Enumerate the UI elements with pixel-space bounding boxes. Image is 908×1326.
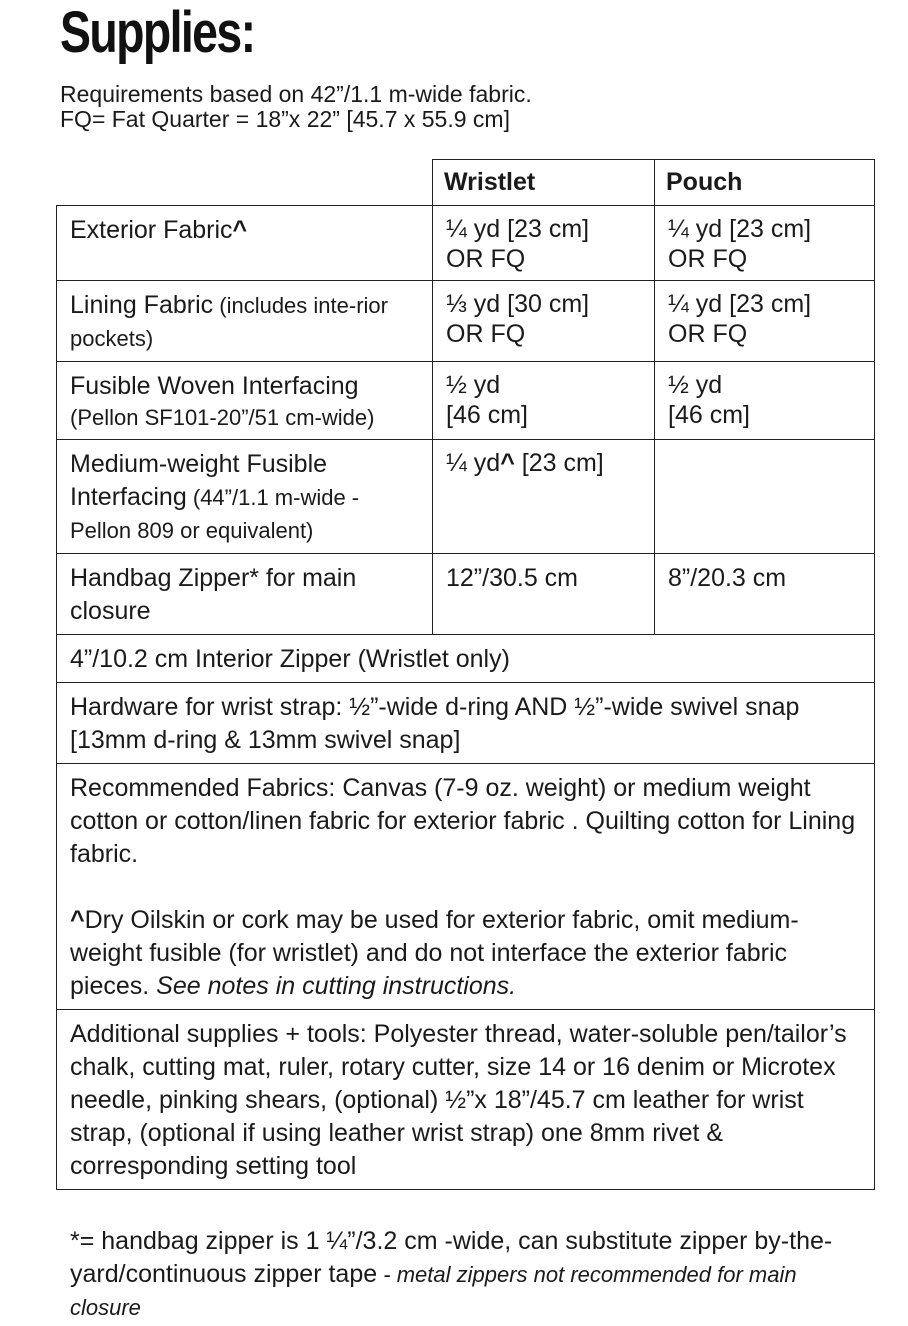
row-label-text: Medium-weight Fusible Interfacing	[70, 450, 328, 511]
requirements-line-2: FQ= Fat Quarter = 18”x 22” [45.7 x 55.9 cm]	[60, 106, 510, 132]
wristlet-cell	[433, 206, 655, 281]
pouch-cell: 8”/20.3 cm	[655, 554, 875, 635]
row-label-exterior-fabric	[57, 206, 433, 281]
table-row	[57, 362, 875, 440]
header-blank-cell	[57, 160, 433, 206]
wristlet-value-line: ¼ yd [23 cm]	[446, 215, 590, 243]
page-title: Supplies:	[60, 0, 255, 65]
caret-mark: ^	[232, 216, 248, 244]
wristlet-cell: 12”/30.5 cm	[433, 554, 655, 635]
recommended-fabrics-text: Recommended Fabrics: Canvas (7-9 oz. weight) or medium weight cotton or cotton/linen fabric for exterior fabric . Quilting cotton for Lining fabric.	[70, 774, 856, 868]
pouch-value-line: OR FQ	[668, 245, 748, 273]
hardware-row: Hardware for wrist strap: ½”-wide d-ring AND ½”-wide swivel snap [13mm d-ring & 13mm swivel snap]	[57, 683, 875, 764]
pouch-cell	[655, 281, 875, 362]
wristlet-value-line: OR FQ	[446, 245, 526, 273]
row-label-text: Lining Fabric	[70, 291, 214, 319]
wristlet-value: ¼ yd	[446, 449, 501, 477]
wristlet-value-line: ⅓ yd [30 cm]	[446, 290, 590, 318]
requirements-line-1: Requirements based on 42”/1.1 m-wide fabric.	[60, 81, 532, 107]
additional-supplies-row: Additional supplies + tools: Polyester thread, water-soluble pen/tailor’s chalk, cutting mat, ruler, rotary cutter, size 14 or 16 denim or Microtex needle, pinking shears, (optional) ½”x 18”/45.7 cm leather for wrist strap, (optional if using leather wrist strap) one 8mm rivet & corresponding setting tool	[57, 1010, 875, 1190]
row-label-handbag-zipper: Handbag Zipper* for main closure	[57, 554, 433, 635]
header-wristlet: Wristlet	[433, 160, 655, 206]
pouch-value-line: OR FQ	[668, 320, 748, 348]
wristlet-cell	[433, 440, 655, 554]
pouch-value-line: ¼ yd [23 cm]	[668, 290, 812, 318]
footnote-separator: -	[377, 1262, 397, 1287]
oilskin-note	[70, 904, 866, 1003]
row-label-detail: (44”/1.1 m-wide - Pellon 809 or equivalent)	[70, 485, 360, 543]
pouch-value-line: [46 cm]	[668, 401, 750, 429]
table-row	[57, 440, 875, 554]
table-header-row	[57, 160, 875, 206]
oilskin-text: Dry Oilskin or cork may be used for exterior fabric, omit medium-weight fusible (for wristlet) and do not interface the exterior fabric pieces.	[70, 906, 799, 1000]
pouch-cell	[655, 362, 875, 440]
row-label-detail: (Pellon SF101-20”/51 cm-wide)	[70, 405, 375, 430]
wristlet-cell	[433, 362, 655, 440]
footnote-text: *= handbag zipper is 1 ¼”/3.2 cm -wide, can substitute zipper by-the-yard/continuous zipper tape	[70, 1227, 833, 1288]
footnote-italic-text: metal zippers not recommended for main closure	[70, 1262, 797, 1320]
wristlet-value-line: [46 cm]	[446, 401, 528, 429]
row-label-text: Fusible Woven Interfacing	[70, 372, 359, 400]
supplies-table	[56, 159, 875, 1190]
header-pouch: Pouch	[655, 160, 875, 206]
row-label-lining-fabric	[57, 281, 433, 362]
pouch-cell	[655, 206, 875, 281]
recommended-fabrics-row	[57, 764, 875, 1010]
table-row	[57, 683, 875, 764]
wristlet-value-metric: [23 cm]	[514, 449, 604, 477]
table-row	[57, 206, 875, 281]
row-label-text: Exterior Fabric	[70, 216, 233, 244]
table-row	[57, 1010, 875, 1190]
table-row	[57, 635, 875, 683]
pouch-cell-empty	[655, 440, 875, 554]
table-row	[57, 764, 875, 1010]
table-row	[57, 554, 875, 635]
interior-zipper-row: 4”/10.2 cm Interior Zipper (Wristlet only)	[57, 635, 875, 683]
wristlet-value-line: ½ yd	[446, 371, 501, 399]
caret-mark: ^	[70, 906, 85, 934]
row-label-detail: (includes inte-rior pockets)	[70, 293, 388, 351]
row-label-medium-weight-fusible	[57, 440, 433, 554]
caret-mark: ^	[500, 449, 515, 477]
footnote	[70, 1225, 870, 1324]
pouch-value-line: ¼ yd [23 cm]	[668, 215, 812, 243]
requirements-note	[60, 82, 532, 132]
oilskin-italic-text: See notes in cutting instructions.	[156, 972, 517, 1000]
row-label-fusible-woven-interfacing	[57, 362, 433, 440]
paragraph-spacer	[70, 871, 866, 904]
table-row	[57, 281, 875, 362]
pouch-value-line: ½ yd	[668, 371, 723, 399]
wristlet-value-line: OR FQ	[446, 320, 526, 348]
wristlet-cell	[433, 281, 655, 362]
